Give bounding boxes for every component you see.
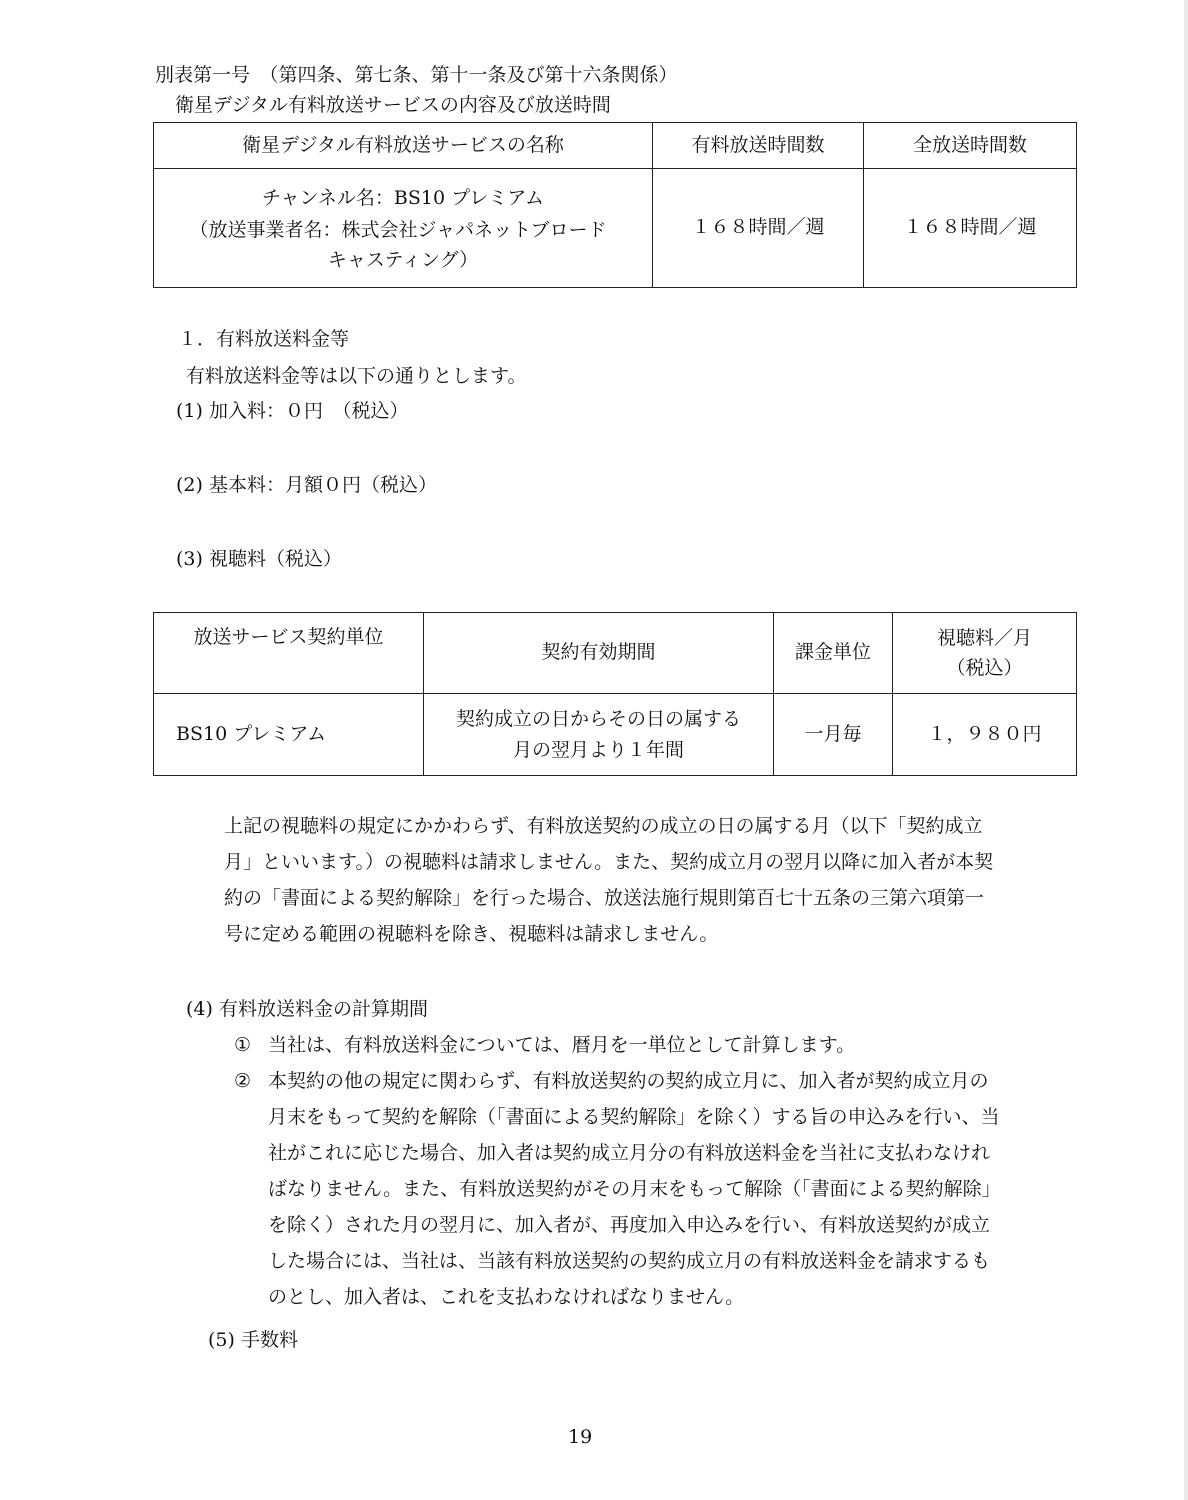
item-2-text bbox=[268, 1063, 1001, 1315]
billing-unit-cell: 一月毎 bbox=[774, 694, 893, 776]
page-edge-shadow bbox=[1184, 0, 1188, 1500]
fee-table-row bbox=[154, 694, 1077, 776]
header-tax-included: （税込） bbox=[946, 657, 1023, 679]
item-2-line: ばなりません。また、有料放送契約がその月末をもって解除（「書面による契約解除」 bbox=[268, 1178, 1001, 1200]
page-number: 19 bbox=[568, 1426, 593, 1448]
note-line: 上記の視聴料の規定にかかわらず、有料放送契約の成立の日の属する月（以下「契約成立 bbox=[224, 815, 983, 837]
annex-title: 別表第一号 （第四条、第七条、第十一条及び第十六条関係） bbox=[155, 64, 678, 86]
header-validity-period: 契約有効期間 bbox=[424, 613, 774, 694]
item-admission-fee: (1) 加入料：０円 （税込） bbox=[176, 400, 409, 422]
header-contract-unit: 放送サービス契約単位 bbox=[154, 613, 424, 694]
contract-unit-cell: BS10 プレミアム bbox=[154, 694, 424, 776]
broadcaster-name-line1: （放送事業者名：株式会社ジャパネットブロード bbox=[189, 218, 607, 241]
monthly-fee-cell: １，９８０円 bbox=[893, 694, 1077, 776]
header-billing-unit: 課金単位 bbox=[774, 613, 893, 694]
fee-table bbox=[153, 612, 1077, 776]
item-2-marker: ② bbox=[234, 1070, 252, 1092]
header-paid-hours: 有料放送時間数 bbox=[653, 123, 864, 169]
service-name-cell bbox=[154, 169, 653, 288]
item-1-text: 当社は、有料放送料金については、暦月を一単位として計算します。 bbox=[268, 1034, 856, 1056]
note-line: 号に定める範囲の視聴料を除き、視聴料は請求しません。 bbox=[224, 923, 719, 945]
channel-name: チャンネル名：BS10 プレミアム bbox=[262, 186, 544, 209]
service-table-header-row bbox=[154, 123, 1077, 169]
validity-period-cell bbox=[424, 694, 774, 776]
section-5-heading: (5) 手数料 bbox=[208, 1329, 298, 1351]
header-service-name: 衛星デジタル有料放送サービスの名称 bbox=[154, 123, 653, 169]
header-monthly-fee-label: 視聴料／月 bbox=[936, 627, 1032, 649]
validity-period-line2: 月の翌月より１年間 bbox=[512, 738, 684, 761]
item-2-line: した場合には、当社は、当該有料放送契約の契約成立月の有料放送料金を請求するも bbox=[268, 1250, 991, 1272]
note-line: 約の「書面による契約解除」を行った場合、放送法施行規則第百七十五条の三第六項第一 bbox=[224, 887, 985, 909]
item-2-line: を除く）された月の翌月に、加入者が、再度加入申込みを行い、有料放送契約が成立 bbox=[268, 1214, 991, 1236]
broadcaster-name-line2: キャスティング） bbox=[327, 248, 479, 271]
total-hours-cell: １６８時間／週 bbox=[864, 169, 1077, 288]
service-table-row bbox=[154, 169, 1077, 288]
service-table bbox=[153, 122, 1077, 288]
header-total-hours: 全放送時間数 bbox=[864, 123, 1077, 169]
note-line: 月」といいます。）の視聴料は請求しません。また、契約成立月の翌月以降に加入者が本契 bbox=[224, 851, 994, 873]
paid-hours-cell: １６８時間／週 bbox=[653, 169, 864, 288]
item-1-marker: ① bbox=[234, 1034, 252, 1056]
section-1-intro: 有料放送料金等は以下の通りとします。 bbox=[186, 365, 527, 387]
table-caption: 衛星デジタル有料放送サービスの内容及び放送時間 bbox=[175, 94, 611, 116]
item-basic-fee: (2) 基本料：月額０円（税込） bbox=[176, 474, 437, 496]
item-2-line: 社がこれに応じた場合、加入者は契約成立月分の有料放送料金を当社に支払わなけれ bbox=[268, 1142, 991, 1164]
header-monthly-fee bbox=[893, 613, 1077, 694]
viewing-fee-note bbox=[224, 808, 993, 952]
item-2-line: 月末をもって契約を解除（「書面による契約解除」を除く）する旨の申込みを行い、当 bbox=[268, 1106, 1000, 1128]
section-1-heading: １．有料放送料金等 bbox=[178, 328, 350, 350]
fee-table-header-row bbox=[154, 613, 1077, 694]
section-4-heading: (4) 有料放送料金の計算期間 bbox=[186, 998, 428, 1020]
item-2-line: 本契約の他の規定に関わらず、有料放送契約の契約成立月に、加入者が契約成立月の bbox=[268, 1070, 989, 1092]
item-viewing-fee: (3) 視聴料（税込） bbox=[176, 548, 342, 570]
validity-period-line1: 契約成立の日からその日の属する bbox=[455, 707, 741, 730]
item-2-line: のとし、加入者は、これを支払わなければなりません。 bbox=[268, 1286, 745, 1308]
